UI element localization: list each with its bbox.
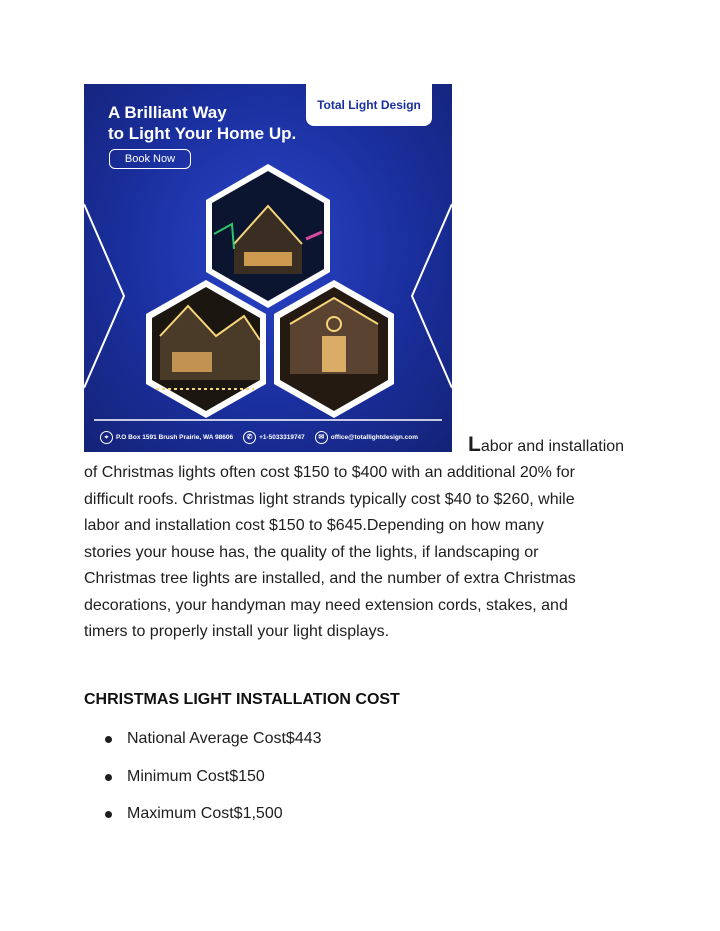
ad-phone: +1-5033319747 bbox=[259, 433, 305, 441]
list-item: National Average Cost$443 bbox=[84, 727, 322, 765]
paragraph-first-line: Labor and installation bbox=[468, 433, 625, 456]
cost-list bbox=[84, 727, 322, 840]
location-pin-icon: ⌖ bbox=[100, 431, 113, 444]
phone-icon: ✆ bbox=[243, 431, 256, 444]
paragraph-line: decorations, your handyman may need extension cords, stakes, and bbox=[84, 596, 568, 614]
ad-contact-bar bbox=[84, 422, 452, 452]
paragraph-line: stories your house has, the quality of the lights, if landscaping or bbox=[84, 543, 539, 561]
article-paragraph bbox=[84, 460, 640, 646]
paragraph-line: difficult roofs. Christmas light strands typically cost $40 to $260, while bbox=[84, 490, 575, 508]
paragraph-line: of Christmas lights often cost $150 to $400 with an additional 20% for bbox=[84, 464, 575, 481]
list-item: Maximum Cost$1,500 bbox=[84, 802, 322, 840]
email-icon: ✉ bbox=[315, 431, 328, 444]
advertisement-image[interactable] bbox=[84, 84, 452, 452]
paragraph-line: timers to properly install your light displays. bbox=[84, 623, 390, 640]
book-now-button[interactable]: Book Now bbox=[109, 149, 191, 169]
ad-headline: A Brilliant Way to Light Your Home Up. bbox=[108, 103, 297, 143]
brand-logo: Total Light Design bbox=[306, 84, 432, 126]
paragraph-line: labor and installation cost $150 to $645.Depending on how many bbox=[84, 517, 544, 534]
paragraph-line: Christmas tree lights are installed, and the number of extra Christmas bbox=[84, 570, 576, 587]
section-heading: CHRISTMAS LIGHT INSTALLATION COST bbox=[84, 691, 400, 708]
ad-address: P.O Box 1591 Brush Prairie, WA 98606 bbox=[116, 433, 234, 441]
ad-email: office@totallightdesign.com bbox=[330, 433, 419, 441]
list-item: Minimum Cost$150 bbox=[84, 765, 322, 803]
drop-cap: L bbox=[468, 433, 481, 456]
